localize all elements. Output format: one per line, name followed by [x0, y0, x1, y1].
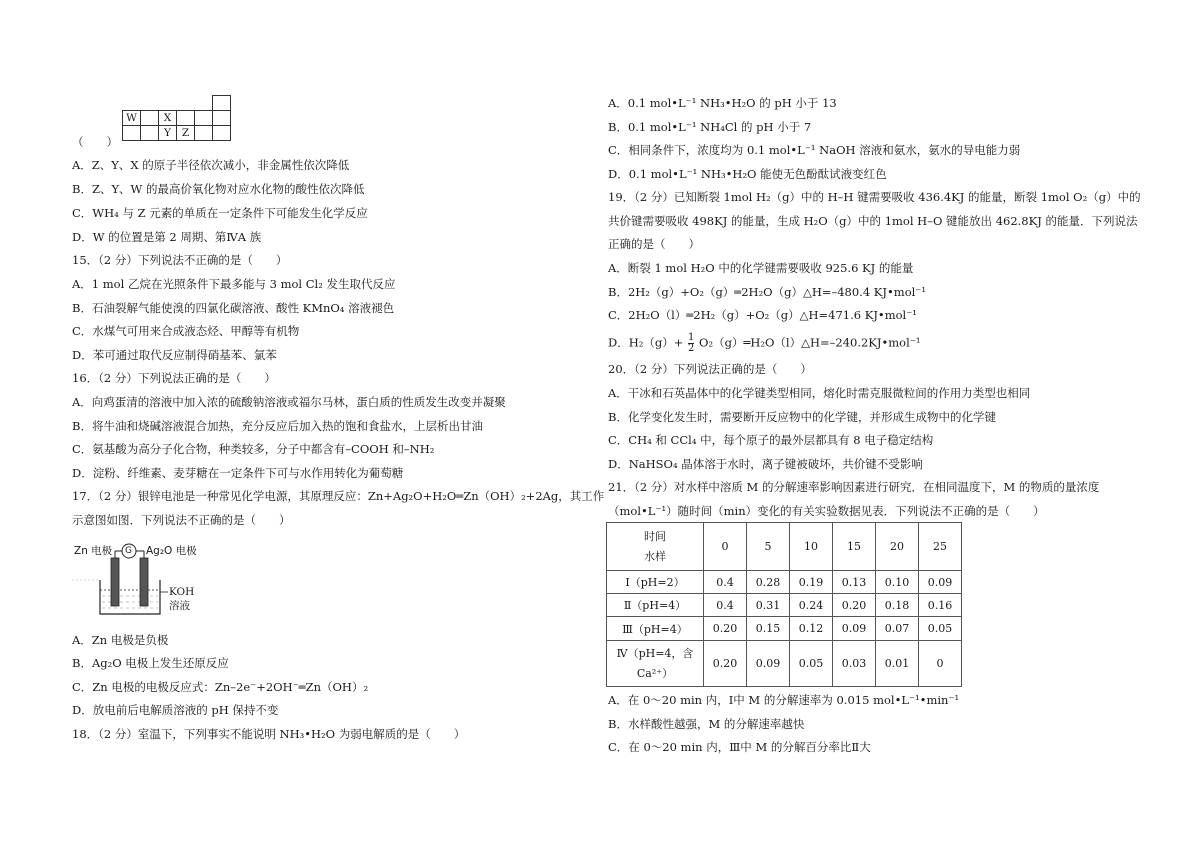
grid-cell: [177, 111, 195, 126]
table-cell: 0.13: [833, 571, 876, 594]
ag2o-electrode-label: Ag₂O 电极: [146, 545, 197, 557]
zn-electrode: [111, 558, 119, 606]
q20-option-b: B．化学变化发生时，需要断开反应物中的化学键，并形成生成物中的化学键: [608, 410, 996, 424]
q21-stem-line2: （mol•L⁻¹）随时间（min）变化的有关实验数据见表．下列说法不正确的是（ ）: [608, 504, 1045, 518]
q19-stem-line1: 19．（2 分）已知断裂 1mol H₂（g）中的 H–H 键需要吸收 436.4KJ 的能量，断裂 1mol O₂（g）中的: [608, 190, 1141, 204]
q19-stem-line3: 正确的是（ ）: [608, 237, 700, 251]
q16-option-c: C．氨基酸为高分子化合物，种类较多，分子中都含有–COOH 和–NH₂: [72, 442, 435, 456]
time-header: 5: [747, 523, 790, 571]
q14-option-c: C．WH₄ 与 Z 元素的单质在一定条件下可能发生化学反应: [72, 206, 368, 220]
q14-option-b: B．Z、Y、W 的最高价氧化物对应水化物的酸性依次降低: [72, 182, 365, 196]
q14-bracket: （ ）: [72, 135, 118, 149]
grid-cell: [141, 111, 159, 126]
table-cell: 0.09: [919, 571, 962, 594]
q18-option-c: C．相同条件下，浓度均为 0.1 mol•L⁻¹ NaOH 溶液和氨水，氨水的导电能力弱: [608, 143, 1021, 157]
q17-stem-line2: 示意图如图．下列说法不正确的是（ ）: [72, 513, 291, 527]
row-label: Ⅱ（pH=4）: [607, 594, 704, 617]
table-row: [607, 594, 962, 617]
q17-stem-line1: 17．（2 分）银锌电池是一种常见化学电源，其原理反应：Zn+Ag₂O+H₂O═Zn（OH）₂+2Ag，其工作: [72, 489, 605, 503]
grid-cell-z: Z: [177, 126, 195, 141]
grid-cell: [141, 126, 159, 141]
table-cell: 0.18: [876, 594, 919, 617]
grid-cell-y: Y: [159, 126, 177, 141]
solution-label: 溶液: [169, 600, 190, 612]
q19-option-d-suffix: O₂（g）═H₂O（l）△H=–240.2KJ•mol⁻¹: [699, 335, 921, 350]
q19-option-d: [608, 333, 920, 354]
beaker-icon: [100, 580, 160, 614]
q21-stem-line1: 21．（2 分）对水样中溶质 M 的分解速率影响因素进行研究．在相同温度下，M 的物质的量浓度: [608, 480, 1100, 494]
fraction-numerator: 1: [688, 332, 695, 343]
table-cell: 0.19: [790, 571, 833, 594]
corner-time-label: 时间: [644, 529, 666, 543]
row-label-line1: Ⅳ（pH=4，含: [616, 646, 694, 660]
q21-option-b: B．水样酸性越强，M 的分解速率越快: [608, 717, 805, 731]
q19-option-d-prefix: D．H₂（g）+: [608, 335, 684, 350]
q19-option-a: A．断裂 1 mol H₂O 中的化学键需要吸收 925.6 KJ 的能量: [608, 261, 914, 275]
q18-option-b: B．0.1 mol•L⁻¹ NH₄Cl 的 pH 小于 7: [608, 120, 812, 134]
periodic-table-fragment: [122, 95, 231, 141]
q18-stem: 18．（2 分）室温下，下列事实不能说明 NH₃•H₂O 为弱电解质的是（ ）: [72, 727, 466, 741]
grid-cell: [195, 126, 213, 141]
table-cell: 0.20: [704, 617, 747, 641]
concentration-table: [606, 522, 962, 687]
row-label: Ⅰ（pH=2）: [607, 571, 704, 594]
table-cell: 0.20: [704, 641, 747, 687]
table-cell: 0.20: [833, 594, 876, 617]
table-cell: 0.01: [876, 641, 919, 687]
q16-option-a: A．向鸡蛋清的溶液中加入浓的硫酸钠溶液或福尔马林，蛋白质的性质发生改变并凝聚: [72, 395, 506, 409]
q15-option-b: B．石油裂解气能使溴的四氯化碳溶液、酸性 KMnO₄ 溶液褪色: [72, 301, 395, 315]
q18-option-a: A．0.1 mol•L⁻¹ NH₃•H₂O 的 pH 小于 13: [608, 96, 837, 110]
q17-option-b: B．Ag₂O 电极上发生还原反应: [72, 656, 229, 670]
q15-option-a: A．1 mol 乙烷在光照条件下最多能与 3 mol Cl₂ 发生取代反应: [72, 277, 396, 291]
q16-option-d: D．淀粉、纤维素、麦芽糖在一定条件下可与水作用转化为葡萄糖: [72, 466, 404, 480]
table-cell: 0.15: [747, 617, 790, 641]
q20-option-c: C．CH₄ 和 CCl₄ 中，每个原子的最外层都具有 8 电子稳定结构: [608, 433, 934, 447]
q19-option-c: C．2H₂O（l）═2H₂（g）+O₂（g）△H=471.6 KJ•mol⁻¹: [608, 308, 917, 322]
q21-option-c: C．在 0～20 min 内，Ⅲ中 M 的分解百分率比Ⅱ大: [608, 740, 871, 754]
time-header: 20: [876, 523, 919, 571]
table-cell: 0.09: [833, 617, 876, 641]
grid-cell: [213, 111, 231, 126]
q18-option-d: D．0.1 mol•L⁻¹ NH₃•H₂O 能使无色酚酞试液变红色: [608, 167, 887, 181]
table-row: [607, 641, 962, 687]
q20-option-a: A．干冰和石英晶体中的化学键类型相同，熔化时需克服微粒间的作用力类型也相同: [608, 386, 1031, 400]
q17-option-d: D．放电前后电解质溶液的 pH 保持不变: [72, 703, 279, 717]
table-row: [607, 617, 962, 641]
table-cell: 0.16: [919, 594, 962, 617]
table-cell: 0.24: [790, 594, 833, 617]
battery-diagram: [72, 540, 202, 620]
grid-cell: [123, 126, 141, 141]
grid-cell: [213, 126, 231, 141]
q21-option-a: A．在 0～20 min 内，Ⅰ中 M 的分解速率为 0.015 mol•L⁻¹•min⁻¹: [608, 693, 960, 707]
koh-label: KOH: [169, 586, 195, 598]
q19-stem-line2: 共价键需要吸收 498KJ 的能量，生成 H₂O（g）中的 1mol H–O 键能放出 462.8KJ 的能量．下列说法: [608, 214, 1138, 228]
table-cell: 0.05: [790, 641, 833, 687]
q16-stem: 16．（2 分）下列说法正确的是（ ）: [72, 371, 276, 385]
row-label: Ⅲ（pH=4）: [607, 617, 704, 641]
corner-sample-label: 水样: [644, 549, 666, 563]
time-header: 10: [790, 523, 833, 571]
table-cell: 0.09: [747, 641, 790, 687]
time-header: 0: [704, 523, 747, 571]
table-cell: 0.12: [790, 617, 833, 641]
q16-option-b: B．将牛油和烧碱溶液混合加热，充分反应后加入热的饱和食盐水，上层析出甘油: [72, 419, 483, 433]
q19-fraction: [688, 333, 694, 354]
grid-cell-x: X: [159, 111, 177, 126]
table-row: [607, 571, 962, 594]
row-label: [607, 641, 704, 687]
q14-option-d: D．W 的位置是第 2 周期、第ⅣA 族: [72, 230, 262, 244]
table-cell: 0.4: [704, 571, 747, 594]
q15-stem: 15．（2 分）下列说法不正确的是（ ）: [72, 253, 288, 267]
table-cell: 0.07: [876, 617, 919, 641]
grid-cell: [213, 96, 231, 111]
table-cell: 0.4: [704, 594, 747, 617]
q20-stem: 20．（2 分）下列说法正确的是（ ）: [608, 362, 812, 376]
ag2o-electrode: [140, 558, 148, 606]
q15-option-d: D．苯可通过取代反应制得硝基苯、氯苯: [72, 348, 277, 362]
fraction-denominator: 2: [688, 343, 695, 354]
grid-cell-w: W: [123, 111, 141, 126]
table-cell: 0.03: [833, 641, 876, 687]
table-cell: 0.05: [919, 617, 962, 641]
q14-option-a: A．Z、Y、X 的原子半径依次减小，非金属性依次降低: [72, 158, 350, 172]
grid-cell: [195, 111, 213, 126]
row-label-line2: Ca²⁺）: [636, 666, 674, 680]
galvanometer-label: G: [125, 546, 132, 556]
q17-option-c: C．Zn 电极的电极反应式：Zn–2e⁻+2OH⁻═Zn（OH）₂: [72, 680, 369, 694]
q20-option-d: D．NaHSO₄ 晶体溶于水时，离子键被破坏，共价键不受影响: [608, 457, 923, 471]
q19-option-b: B．2H₂（g）+O₂（g）═2H₂O（g）△H=–480.4 KJ•mol⁻¹: [608, 285, 926, 299]
zn-electrode-label: Zn 电极: [74, 545, 113, 557]
table-cell: 0: [919, 641, 962, 687]
q15-option-c: C．水煤气可用来合成液态烃、甲醇等有机物: [72, 324, 300, 338]
time-header: 15: [833, 523, 876, 571]
q17-option-a: A．Zn 电极是负极: [72, 633, 169, 647]
table-cell: 0.10: [876, 571, 919, 594]
table-cell: 0.31: [747, 594, 790, 617]
table-cell: 0.28: [747, 571, 790, 594]
table-corner-cell: [607, 523, 704, 571]
time-header: 25: [919, 523, 962, 571]
